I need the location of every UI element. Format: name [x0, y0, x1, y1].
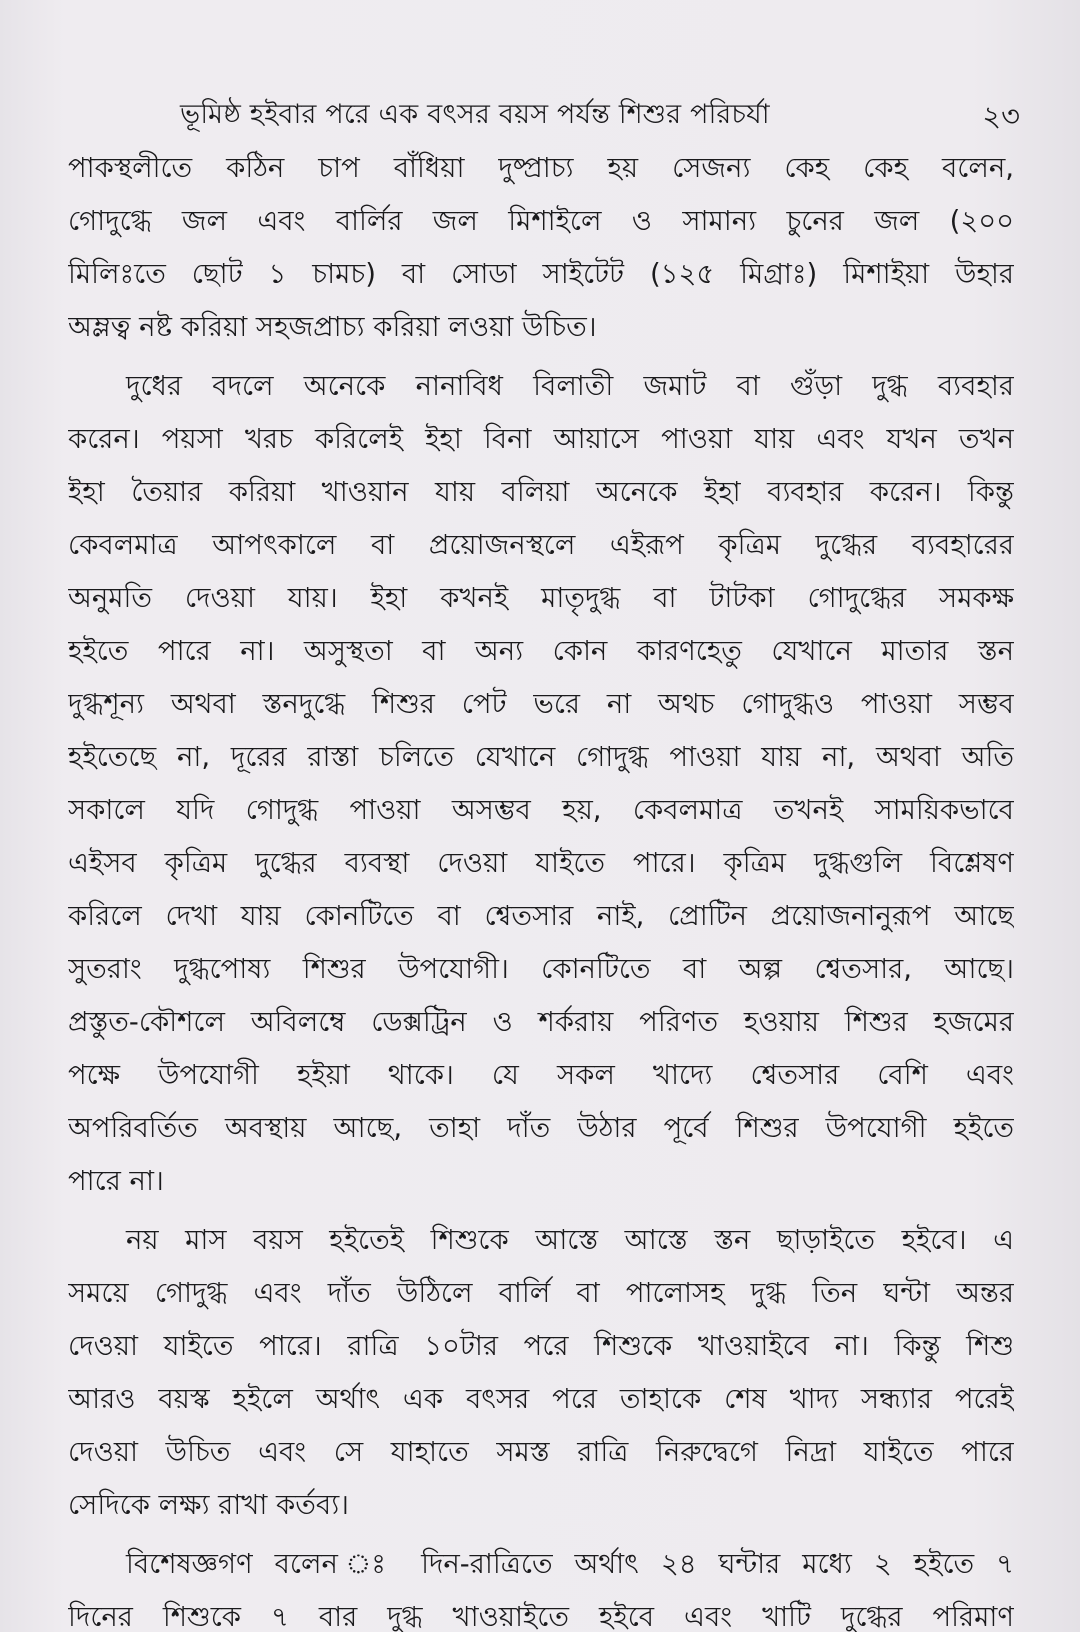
text-line: কেবলমাত্র আপৎকালে বা প্রয়োজনস্থলে এইরূপ কৃত্রিম দুগ্ধের ব্যবহারের — [68, 529, 1014, 561]
text-line: অপরিবর্তিত অবস্থায় আছে, তাহা দাঁত উঠার পূর্বে শিশুর উপযোগী হইতে — [68, 1112, 1014, 1144]
text-line: দেওয়া উচিত এবং সে যাহাতে সমস্ত রাত্রি নিরুদ্বেগে নিদ্রা যাইতে পারে — [68, 1436, 1014, 1468]
text-line: গোদুগ্ধে জল এবং বার্লির জল মিশাইলে ও সামান্য চুনের জল (২০০ — [68, 205, 1014, 237]
text-line: সেদিকে লক্ষ্য রাখা কর্তব্য। — [68, 1489, 350, 1521]
text-line: ইহা তৈয়ার করিয়া খাওয়ান যায় বলিয়া অনেকে ইহা ব্যবহার করেন। কিন্তু — [68, 476, 1014, 508]
text-line: পারে না। — [68, 1165, 164, 1197]
text-line: পাকস্থলীতে কঠিন চাপ বাঁধিয়া দুষ্প্রাচ্য হয় সেজন্য কেহ কেহ বলেন, — [68, 152, 1014, 184]
text-line: করিলে দেখা যায় কোনটিতে বা শ্বেতসার নাই, প্রোটিন প্রয়োজনানুরূপ আছে — [68, 900, 1014, 932]
text-line: মিলিঃতে ছোট ১ চামচ) বা সোডা সাইটেট (১২৫ মিগ্রাঃ) মিশাইয়া উহার — [68, 258, 1014, 290]
text-line: এইসব কৃত্রিম দুগ্ধের ব্যবস্থা দেওয়া যাইতে পারে। কৃত্রিম দুগ্ধগুলি বিশ্লেষণ — [68, 847, 1014, 879]
text-line: অম্লত্ব নষ্ট করিয়া সহজপ্রাচ্য করিয়া লওয়া উচিত। — [68, 311, 597, 343]
page-header — [180, 94, 1020, 138]
running-head: ভূমিষ্ঠ হইবার পরে এক বৎসর বয়স পর্যন্ত শিশুর পরিচর্যা — [180, 99, 770, 130]
text-line: দুধের বদলে অনেকে নানাবিধ বিলাতী জমাট বা গুঁড়া দুগ্ধ ব্যবহার — [126, 370, 1014, 402]
text-line: দুগ্ধশূন্য অথবা স্তনদুগ্ধে শিশুর পেট ভরে না অথচ গোদুগ্ধও পাওয়া সম্ভব — [68, 688, 1014, 720]
text-line: সময়ে গোদুগ্ধ এবং দাঁত উঠিলে বার্লি বা পালোসহ দুগ্ধ তিন ঘন্টা অন্তর — [68, 1277, 1014, 1309]
text-line: দেওয়া যাইতে পারে। রাত্রি ১০টার পরে শিশুকে খাওয়াইবে না। কিন্তু শিশু — [68, 1330, 1014, 1362]
text-line: অনুমতি দেওয়া যায়। ইহা কখনই মাতৃদুগ্ধ বা টাটকা গোদুগ্ধের সমকক্ষ — [68, 582, 1014, 614]
text-line: আরও বয়স্ক হইলে অর্থাৎ এক বৎসর পরে তাহাকে শেষ খাদ্য সন্ধ্যার পরেই — [68, 1383, 1014, 1415]
paragraph — [68, 1538, 1014, 1632]
text-line: হইতে পারে না। অসুস্থতা বা অন্য কোন কারণহেতু যেখানে মাতার স্তন — [68, 635, 1014, 667]
text-line: দিনের শিশুকে ৭ বার দুগ্ধ খাওয়াইতে হইবে এবং খাটি দুগ্ধের পরিমাণ — [68, 1601, 1014, 1632]
paragraph — [68, 1214, 1014, 1532]
paragraph — [68, 360, 1014, 1208]
text-line: করেন। পয়সা খরচ করিলেই ইহা বিনা আয়াসে পাওয়া যায় এবং যখন তখন — [68, 423, 1014, 455]
text-line: নয় মাস বয়স হইতেই শিশুকে আস্তে আস্তে স্তন ছাড়াইতে হইবে। এ — [126, 1224, 1014, 1256]
text-line: সকালে যদি গোদুগ্ধ পাওয়া অসম্ভব হয়, কেবলমাত্র তখনই সাময়িকভাবে — [68, 794, 1014, 826]
text-line: প্রস্তুত-কৌশলে অবিলম্বে ডেক্সট্রিন ও শর্করায় পরিণত হওয়ায় শিশুর হজমের — [68, 1006, 1014, 1038]
paragraph — [68, 142, 1014, 354]
body-text — [68, 142, 1014, 1632]
page-number: ২৩ — [982, 99, 1020, 133]
text-line: পক্ষে উপযোগী হইয়া থাকে। যে সকল খাদ্যে শ্বেতসার বেশি এবং — [68, 1059, 1014, 1091]
text-line: সুতরাং দুগ্ধপোষ্য শিশুর উপযোগী। কোনটিতে বা অল্প শ্বেতসার, আছে। — [68, 953, 1014, 985]
text-line: হইতেছে না, দূরের রাস্তা চলিতে যেখানে গোদুগ্ধ পাওয়া যায় না, অথবা অতি — [68, 741, 1014, 773]
text-line: বিশেষজ্ঞগণ বলেন ঃ দিন-রাত্রিতে অর্থাৎ ২৪ ঘন্টার মধ্যে ২ হইতে ৭ — [126, 1548, 1014, 1580]
